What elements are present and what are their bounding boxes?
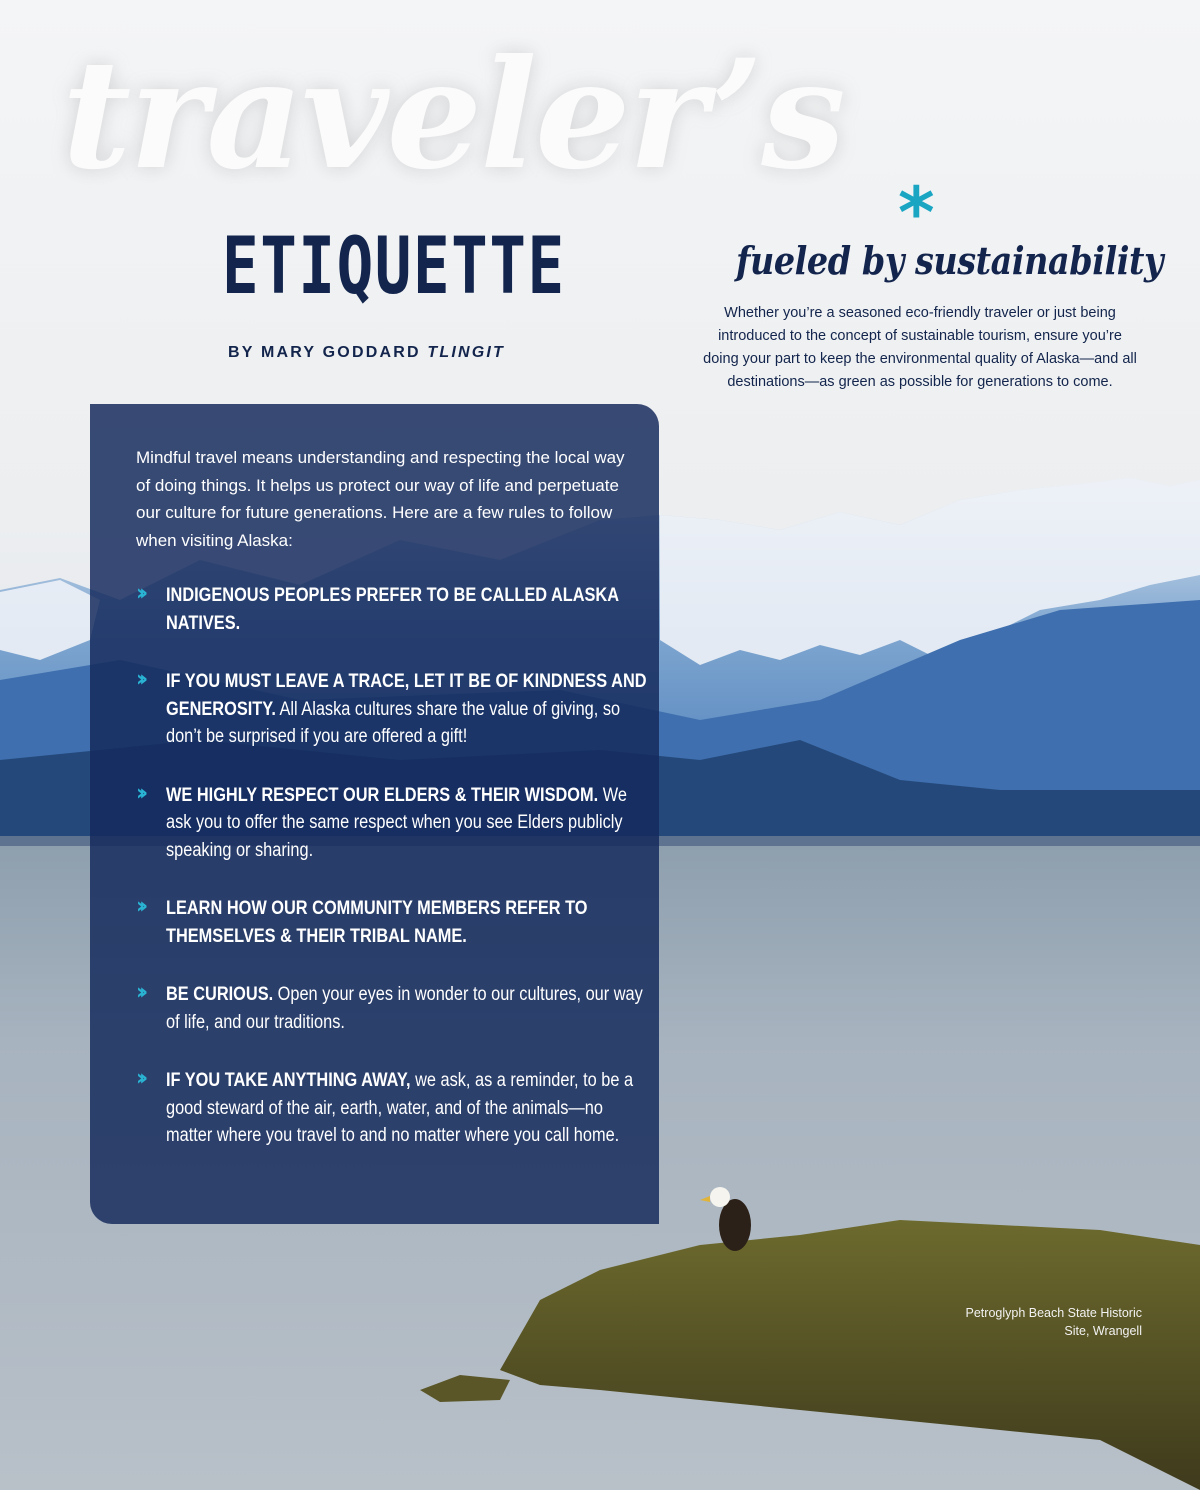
rule-item <box>136 667 647 751</box>
rule-text <box>166 668 648 751</box>
rule-item <box>136 981 644 1036</box>
etiquette-panel <box>90 404 659 1224</box>
rule-text <box>166 582 648 637</box>
sidebar-title: fueled by sustainability <box>736 238 1164 283</box>
panel-intro: Mindful travel means understanding and respecting the local way of doing things. It helps us protect our way of life and perpetuate our culture for future generations. Here are a few rules to follow when visiting Alaska: <box>136 448 625 550</box>
rule-rest: we ask, as a reminder, to be a good steward of the air, earth, water, and of the animals—no matter where you travel to and no matter where you call home. <box>166 1070 634 1146</box>
rule-rest: Open your eyes in wonder to our cultures, our way of life, and our traditions. <box>166 984 643 1033</box>
rule-lead: IF YOU TAKE ANYTHING AWAY, <box>166 1070 411 1091</box>
title-travelers: traveler’s <box>62 27 844 203</box>
rule-item <box>136 782 644 865</box>
rule-rest: We ask you to offer the same respect when you see Elders publicly speaking or sharing. <box>166 784 627 861</box>
byline-affiliation: TLINGIT <box>427 344 505 361</box>
rule-lead: BE CURIOUS. <box>166 984 274 1005</box>
rule-text <box>166 782 648 865</box>
double-chevron-right-icon: ›› <box>136 581 143 606</box>
rule-item <box>136 582 644 637</box>
title-etiquette: ETIQUETTE <box>222 222 566 312</box>
asterisk-icon: * <box>898 172 935 254</box>
byline <box>228 344 505 362</box>
rule-text <box>166 981 648 1036</box>
rule-lead: WE HIGHLY RESPECT OUR ELDERS & THEIR WISDOM. <box>166 784 599 806</box>
rule-item <box>136 1067 644 1150</box>
double-chevron-right-icon: ›› <box>136 980 143 1005</box>
rule-lead: IF YOU MUST LEAVE A TRACE, LET IT BE OF KINDNESS AND GENEROSITY. <box>166 671 647 720</box>
rule-lead: INDIGENOUS PEOPLES PREFER TO BE CALLED ALASKA NATIVES. <box>166 585 619 634</box>
rule-text <box>166 895 648 950</box>
rule-text <box>166 1067 648 1150</box>
byline-author: BY MARY GODDARD <box>228 344 421 361</box>
sidebar-body: Whether you’re a seasoned eco-friendly traveler or just being introduced to the concept of sustainable tourism, ensure you’re doing your part to keep the environmental quality of Alaska—and all destinations—as green as possible for generations to come. <box>703 305 1137 390</box>
rule-lead: LEARN HOW OUR COMMUNITY MEMBERS REFER TO THEMSELVES & THEIR TRIBAL NAME. <box>166 898 588 947</box>
double-chevron-right-icon: ›› <box>136 894 143 919</box>
rule-rest: All Alaska cultures share the value of giving, so don’t be surprised if you are offered a gift! <box>166 698 621 747</box>
double-chevron-right-icon: ›› <box>136 667 143 692</box>
double-chevron-right-icon: ›› <box>136 780 143 806</box>
photo-caption: Petroglyph Beach State Historic Site, Wrangell <box>965 1306 1142 1338</box>
rule-item <box>136 895 644 950</box>
double-chevron-right-icon: ›› <box>136 1066 143 1091</box>
